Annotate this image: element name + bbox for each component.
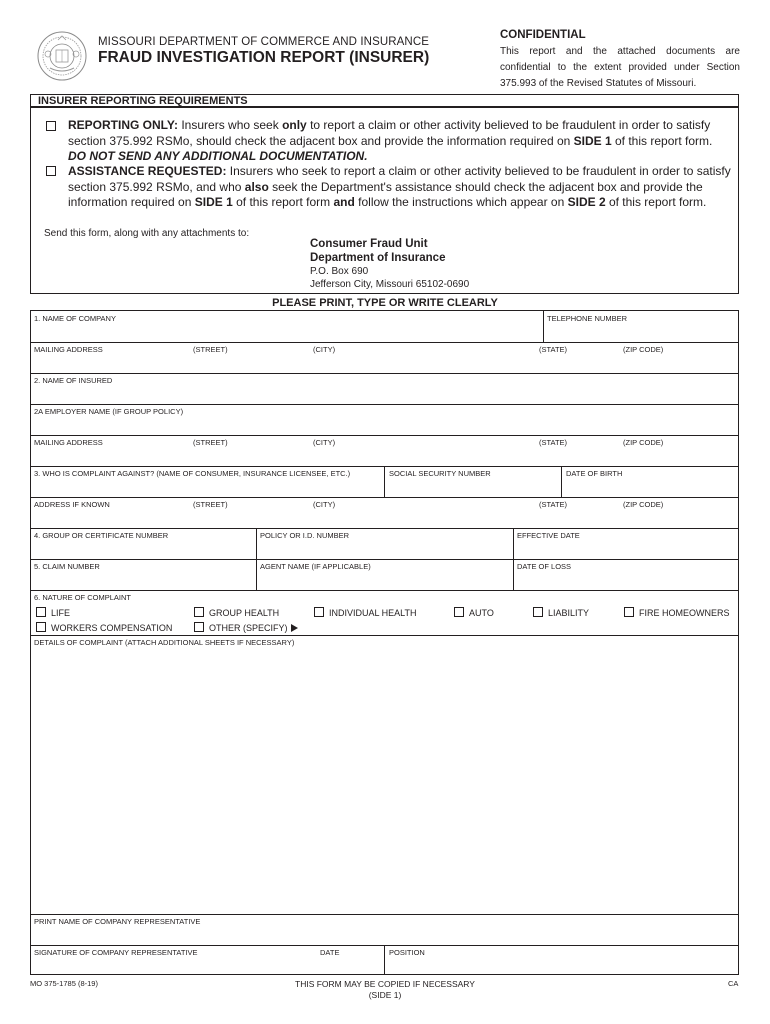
print-clearly-notice: PLEASE PRINT, TYPE OR WRITE CLEARLY [272,297,498,309]
life-label: LIFE [51,608,71,618]
assistance-text: of this report form [232,195,334,209]
liability-label: LIABILITY [548,608,590,618]
form-number: MO 375-1785 (8-19) [30,979,98,988]
row-divider [31,404,738,405]
requirements-heading: INSURER REPORTING REQUIREMENTS [38,95,248,107]
state-label: (STATE) [539,438,568,447]
liability-checkbox[interactable] [533,607,543,617]
rep-signature-field[interactable]: SIGNATURE OF COMPANY REPRESENTATIVE [34,948,198,957]
row-divider [31,559,738,560]
address-city: Jefferson City, Missouri 65102-0690 [310,279,470,290]
street-label: (STREET) [193,500,228,509]
row-divider [31,342,738,343]
row-divider [31,528,738,529]
city-label: (CITY) [313,345,336,354]
date-of-loss-field[interactable]: DATE OF LOSS [517,562,572,571]
side-label: (SIDE 1) [368,990,402,1000]
auto-label: AUTO [469,608,494,618]
life-option[interactable] [36,607,70,618]
reporting-text: of this report form. [611,133,713,148]
department-name: MISSOURI DEPARTMENT OF COMMERCE AND INSURANCE [98,36,430,48]
agent-name-field[interactable]: AGENT NAME (IF APPLICABLE) [260,562,371,571]
row-divider [31,914,738,915]
group-number-field[interactable]: 4. GROUP OR CERTIFICATE NUMBER [34,531,169,540]
insured-mailing-address-field[interactable]: MAILING ADDRESS [34,438,103,447]
zip-label: (ZIP CODE) [623,500,664,509]
reporting-only-label: REPORTING ONLY: [68,118,179,132]
requirements-header [30,94,739,108]
reporting-only-paragraph [68,118,733,165]
address-department: Department of Insurance [310,252,446,264]
do-not-send-warning: DO NOT SEND ANY ADDITIONAL DOCUMENTATION. [68,149,368,163]
group-health-label: GROUP HEALTH [209,608,280,618]
column-divider [384,466,385,497]
individual-health-checkbox[interactable] [314,607,324,617]
column-divider [384,945,385,975]
row-divider [31,635,738,636]
complaint-against-field[interactable]: 3. WHO IS COMPLAINT AGAINST? (NAME OF CONSUMER, INSURANCE LICENSEE, ETC.) [34,469,351,478]
other-checkbox[interactable] [194,622,204,632]
other-label: OTHER (SPECIFY) [209,623,288,633]
state-label: (STATE) [539,500,568,509]
assistance-emphasis: and [333,195,355,209]
column-divider [513,528,514,590]
city-label: (CITY) [313,500,336,509]
confidential-notice: This report and the attached documents are confidential to the extent provided under Section 375.993 of the Revised Statutes of Missouri. [500,46,740,89]
assistance-text: follow the instructions which appear on [354,195,568,209]
column-divider [256,528,257,590]
assistance-text: Insurers who seek to report a claim or other activity believed to be fraudulent in order to satisfy section 375.992 RSMo, and who [68,164,731,194]
assistance-emphasis: also [244,179,269,194]
form-grid [30,310,739,975]
state-seal-icon [36,30,88,82]
reporting-only-checkbox[interactable] [46,121,56,131]
copy-note: THIS FORM MAY BE COPIED IF NECESSARY [295,979,475,989]
zip-label: (ZIP CODE) [623,345,664,354]
column-divider [543,311,544,342]
liability-option[interactable] [533,607,589,618]
insured-name-field[interactable]: 2. NAME OF INSURED [34,376,113,385]
other-option[interactable] [194,622,298,633]
assistance-emphasis: SIDE 2 [567,195,606,209]
city-label: (CITY) [313,438,336,447]
individual-health-option[interactable] [314,607,417,618]
effective-date-field[interactable]: EFFECTIVE DATE [517,531,580,540]
send-instructions: Send this form, along with any attachments to: [44,228,250,239]
reporting-emphasis: only [282,118,307,132]
assistance-emphasis: SIDE 1 [194,195,233,209]
workers-comp-label: WORKERS COMPENSATION [51,623,173,633]
telephone-field[interactable]: TELEPHONE NUMBER [547,314,628,323]
assistance-text: of this report form. [605,195,707,209]
company-mailing-address-field[interactable]: MAILING ADDRESS [34,345,103,354]
company-name-field[interactable]: 1. NAME OF COMPANY [34,314,116,323]
employer-name-field[interactable]: 2A EMPLOYER NAME (IF GROUP POLICY) [34,407,184,416]
row-divider [31,435,738,436]
group-health-checkbox[interactable] [194,607,204,617]
footer-code: CA [728,979,739,988]
fire-homeowners-option[interactable] [624,607,730,618]
reporting-emphasis: SIDE 1 [573,133,612,148]
address-po-box: P.O. Box 690 [310,266,369,277]
details-of-complaint-field[interactable]: DETAILS OF COMPLAINT (ATTACH ADDITIONAL SHEETS IF NECESSARY) [34,638,295,647]
fire-homeowners-label: FIRE HOMEOWNERS [639,608,730,618]
group-health-option[interactable] [194,607,279,618]
individual-health-label: INDIVIDUAL HEALTH [329,608,417,618]
street-label: (STREET) [193,438,228,447]
state-label: (STATE) [539,345,568,354]
nature-of-complaint-label: 6. NATURE OF COMPLAINT [34,593,131,602]
arrow-right-icon [291,624,298,632]
reporting-text: to report a claim or other activity believed to be fraudulent in order to satisfy section 375.992 RSMo, should check the adjacent box and provide the information required on [68,118,711,148]
fire-homeowners-checkbox[interactable] [624,607,634,617]
reporting-text: Insurers who seek [178,118,283,132]
signature-date-field[interactable]: DATE [320,948,340,957]
auto-checkbox[interactable] [454,607,464,617]
date-of-birth-field[interactable]: DATE OF BIRTH [566,469,623,478]
policy-number-field[interactable]: POLICY OR I.D. NUMBER [260,531,350,540]
address-unit: Consumer Fraud Unit [310,238,428,250]
address-if-known-field[interactable]: ADDRESS IF KNOWN [34,500,110,509]
street-label: (STREET) [193,345,228,354]
assistance-requested-paragraph [68,164,733,211]
rep-name-field[interactable]: PRINT NAME OF COMPANY REPRESENTATIVE [34,917,201,926]
confidential-heading: CONFIDENTIAL [500,29,586,41]
assistance-label: ASSISTANCE REQUESTED: [68,164,227,178]
workers-comp-checkbox[interactable] [36,622,46,632]
assistance-text: seek the Department's assistance should check the adjacent box and provide the information required on [68,179,703,209]
assistance-requested-checkbox[interactable] [46,166,56,176]
form-title: FRAUD INVESTIGATION REPORT (INSURER) [98,49,430,66]
workers-comp-option[interactable] [36,622,172,633]
claim-number-field[interactable]: 5. CLAIM NUMBER [34,562,100,571]
row-divider [31,373,738,374]
ssn-field[interactable]: SOCIAL SECURITY NUMBER [389,469,491,478]
column-divider [561,466,562,497]
row-divider [31,497,738,498]
position-field[interactable]: POSITION [389,948,425,957]
zip-label: (ZIP CODE) [623,438,664,447]
row-divider [31,590,738,591]
life-checkbox[interactable] [36,607,46,617]
footer-notice [0,979,770,1001]
auto-option[interactable] [454,607,494,618]
